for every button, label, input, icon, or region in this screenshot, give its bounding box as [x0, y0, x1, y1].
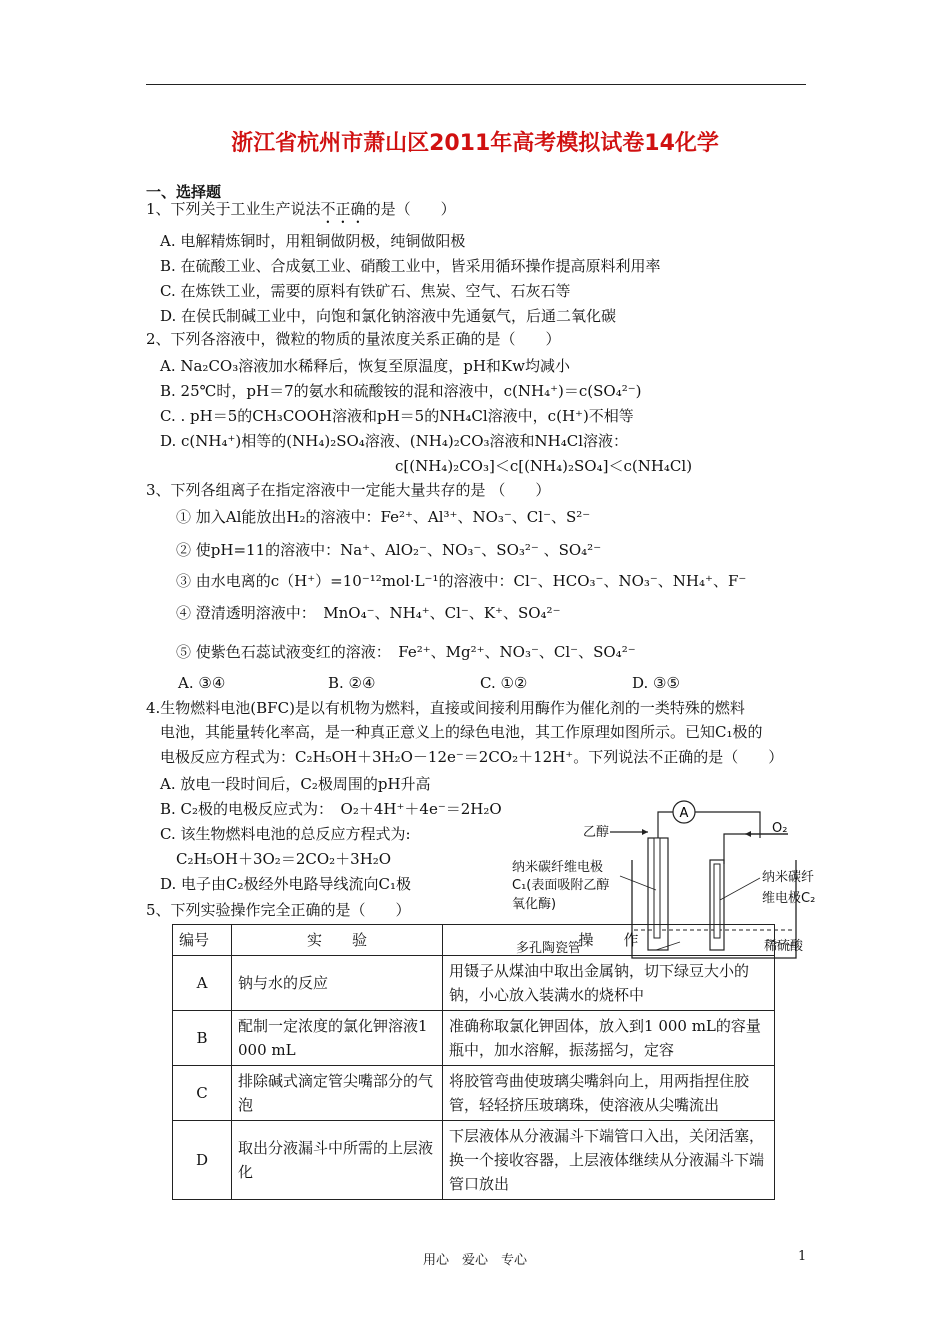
table-header-cell: 实 验	[232, 925, 443, 956]
table-row	[173, 1066, 775, 1121]
q4-option-c-equation: C₂H₅OH＋3O₂＝2CO₂＋3H₂O	[176, 850, 392, 868]
q3-stem: 3、下列各组离子在指定溶液中一定能大量共存的是 （ ）	[146, 481, 551, 499]
q3-item-2: ② 使pH=11的溶液中：Na⁺、AlO₂⁻、NO₃⁻、SO₃²⁻ 、SO₄²⁻	[176, 541, 602, 559]
q3-item-1: ① 加入Al能放出H₂的溶液中：Fe²⁺、Al³⁺、NO₃⁻、Cl⁻、S²⁻	[176, 508, 591, 526]
diagram-label-c2-line1: 纳米碳纤	[762, 870, 815, 885]
ethanol-arrowhead	[642, 829, 648, 835]
q3-item-5: ⑤ 使紫色石蕊试液变红的溶液： Fe²⁺、Mg²⁺、NO₃⁻、Cl⁻、SO₄²⁻	[176, 643, 636, 661]
section-heading: 一、选择题	[146, 183, 222, 201]
q5-stem: 5、下列实验操作完全正确的是（ ）	[146, 901, 411, 919]
q3-option-b: B. ②④	[328, 674, 376, 692]
q4-stem-line1: 4.生物燃料电池(BFC)是以有机物为燃料，直接或间接利用酶作为催化剂的一类特殊的燃料	[146, 699, 745, 717]
leader-c2	[720, 878, 760, 900]
q3-item-4: ④ 澄清透明溶液中： MnO₄⁻、NH₄⁺、Cl⁻、K⁺、SO₄²⁻	[176, 604, 561, 622]
table-header-cell: 编号	[173, 925, 232, 956]
page-footer: 用心 爱心 专心	[422, 1253, 527, 1268]
q1-stem-b: 的是（ ）	[365, 200, 456, 218]
diagram-label-porous: 多孔陶瓷管	[516, 941, 582, 956]
q1-option-c: C. 在炼铁工业，需要的原料有铁矿石、焦炭、空气、石灰石等	[160, 282, 571, 300]
q4-option-d: D. 电子由C₂极经外电路导线流向C₁极	[160, 875, 412, 893]
q1-stem	[146, 199, 456, 227]
wire-left	[658, 812, 673, 838]
diagram-label-c1-line2: C₁(表面吸附乙醇	[512, 878, 610, 893]
ammeter-label: A	[679, 806, 689, 821]
q3-option-c: C. ①②	[480, 674, 528, 692]
table-cell: 取出分液漏斗中所需的上层液化	[232, 1121, 443, 1200]
q3-option-a: A. ③④	[178, 674, 226, 692]
q4-option-b: B. C₂极的电极反应式为： O₂＋4H⁺＋4e⁻＝2H₂O	[160, 800, 502, 818]
table-cell: 用镊子从煤油中取出金属钠，切下绿豆大小的钠，小心放入装满水的烧杯中	[443, 956, 775, 1011]
q5-table	[172, 924, 775, 1200]
electrode-c1	[654, 838, 660, 938]
q1-option-d: D. 在侯氏制碱工业中，向饱和氯化钠溶液中先通氨气，后通二氧化碳	[160, 307, 617, 325]
q4-option-c: C. 该生物燃料电池的总反应方程式为:	[160, 825, 411, 843]
o2-pipe	[724, 834, 788, 864]
diagram-label-o2: O₂	[772, 821, 788, 836]
table-cell: B	[173, 1011, 232, 1066]
table-cell: 配制一定浓度的氯化钾溶液1 000 mL	[232, 1011, 443, 1066]
q2-option-d-line2: c[(NH₄)₂CO₃]＜c[(NH₄)₂SO₄]＜c(NH₄Cl)	[395, 457, 693, 475]
table-cell: 将胶管弯曲使玻璃尖嘴斜向上，用两指捏住胶管，轻轻挤压玻璃珠，使溶液从尖嘴流出	[443, 1066, 775, 1121]
diagram-label-acid: 稀硫酸	[764, 939, 804, 954]
table-cell: C	[173, 1066, 232, 1121]
table-row	[173, 1121, 775, 1200]
q4-stem-line3: 电极反应方程式为：C₂H₅OH＋3H₂O－12e⁻＝2CO₂＋12H⁺。下列说法不正确的是（ ）	[160, 748, 784, 766]
table-cell: D	[173, 1121, 232, 1200]
diagram-label-ethanol: 乙醇	[583, 825, 610, 840]
q1-option-a: A. 电解精炼铜时，用粗铜做阴极，纯铜做阳极	[160, 232, 466, 250]
header-rule	[146, 84, 806, 85]
page-title: 浙江省杭州市萧山区2011年高考模拟试卷14化学	[231, 131, 719, 156]
q4-stem-line2: 电池，其能量转化率高，是一种真正意义上的绿色电池，其工作原理如图所示。已知C₁极的	[160, 723, 763, 741]
leader-c1	[620, 876, 656, 890]
q2-stem: 2、下列各溶液中，微粒的物质的量浓度关系正确的是（ ）	[146, 330, 561, 348]
q3-item-3: ③ 由水电离的c（H⁺）=10⁻¹²mol·L⁻¹的溶液中：Cl⁻、HCO₃⁻、NO₃⁻、NH₄⁺、F⁻	[176, 572, 747, 590]
table-cell: 下层液体从分液漏斗下端管口入出，关闭活塞，换一个接收容器，上层液体继续从分液漏斗下端管口放出	[443, 1121, 775, 1200]
q2-option-b: B. 25℃时，pH＝7的氨水和硫酸铵的混和溶液中，c(NH₄⁺)＝c(SO₄²⁻)	[160, 382, 642, 400]
q4-option-a: A. 放电一段时间后，C₂极周围的pH升高	[160, 775, 431, 793]
table-row	[173, 956, 775, 1011]
table-cell: A	[173, 956, 232, 1011]
table-cell: 排除碱式滴定管尖嘴部分的气泡	[232, 1066, 443, 1121]
page-number: 1	[798, 1249, 807, 1264]
table-cell: 钠与水的反应	[232, 956, 443, 1011]
q3-option-d: D. ③⑤	[632, 674, 680, 692]
table-header-row	[173, 925, 775, 956]
table-row	[173, 1011, 775, 1066]
diagram-label-c2-line2: 维电极C₂	[762, 891, 816, 906]
q1-option-b: B. 在硫酸工业、合成氨工业、硝酸工业中，皆采用循环操作提高原料利用率	[160, 257, 661, 275]
q2-option-d: D. c(NH₄⁺)相等的(NH₄)₂SO₄溶液、(NH₄)₂CO₃溶液和NH₄Cl溶液：	[160, 432, 629, 450]
diagram-label-c1-line3: 氧化酶)	[512, 897, 557, 912]
q1-stem-a: 1、下列关于工业生产说法	[146, 200, 321, 218]
q1-stem-emphasis: 不正确	[320, 200, 366, 218]
diagram-label-c1-line1: 纳米碳纤维电极	[512, 860, 604, 875]
q2-option-c: C. . pH＝5的CH₃COOH溶液和pH＝5的NH₄Cl溶液中，c(H⁺)不相等	[160, 407, 634, 425]
o2-arrowhead	[745, 831, 751, 837]
table-cell: 准确称取氯化钾固体，放入到1 000 mL的容量瓶中，加水溶解，振荡摇匀，定容	[443, 1011, 775, 1066]
q2-option-a: A. Na₂CO₃溶液加水稀释后，恢复至原温度，pH和Kw均减小	[160, 357, 570, 375]
table-header-cell: 操 作	[443, 925, 775, 956]
